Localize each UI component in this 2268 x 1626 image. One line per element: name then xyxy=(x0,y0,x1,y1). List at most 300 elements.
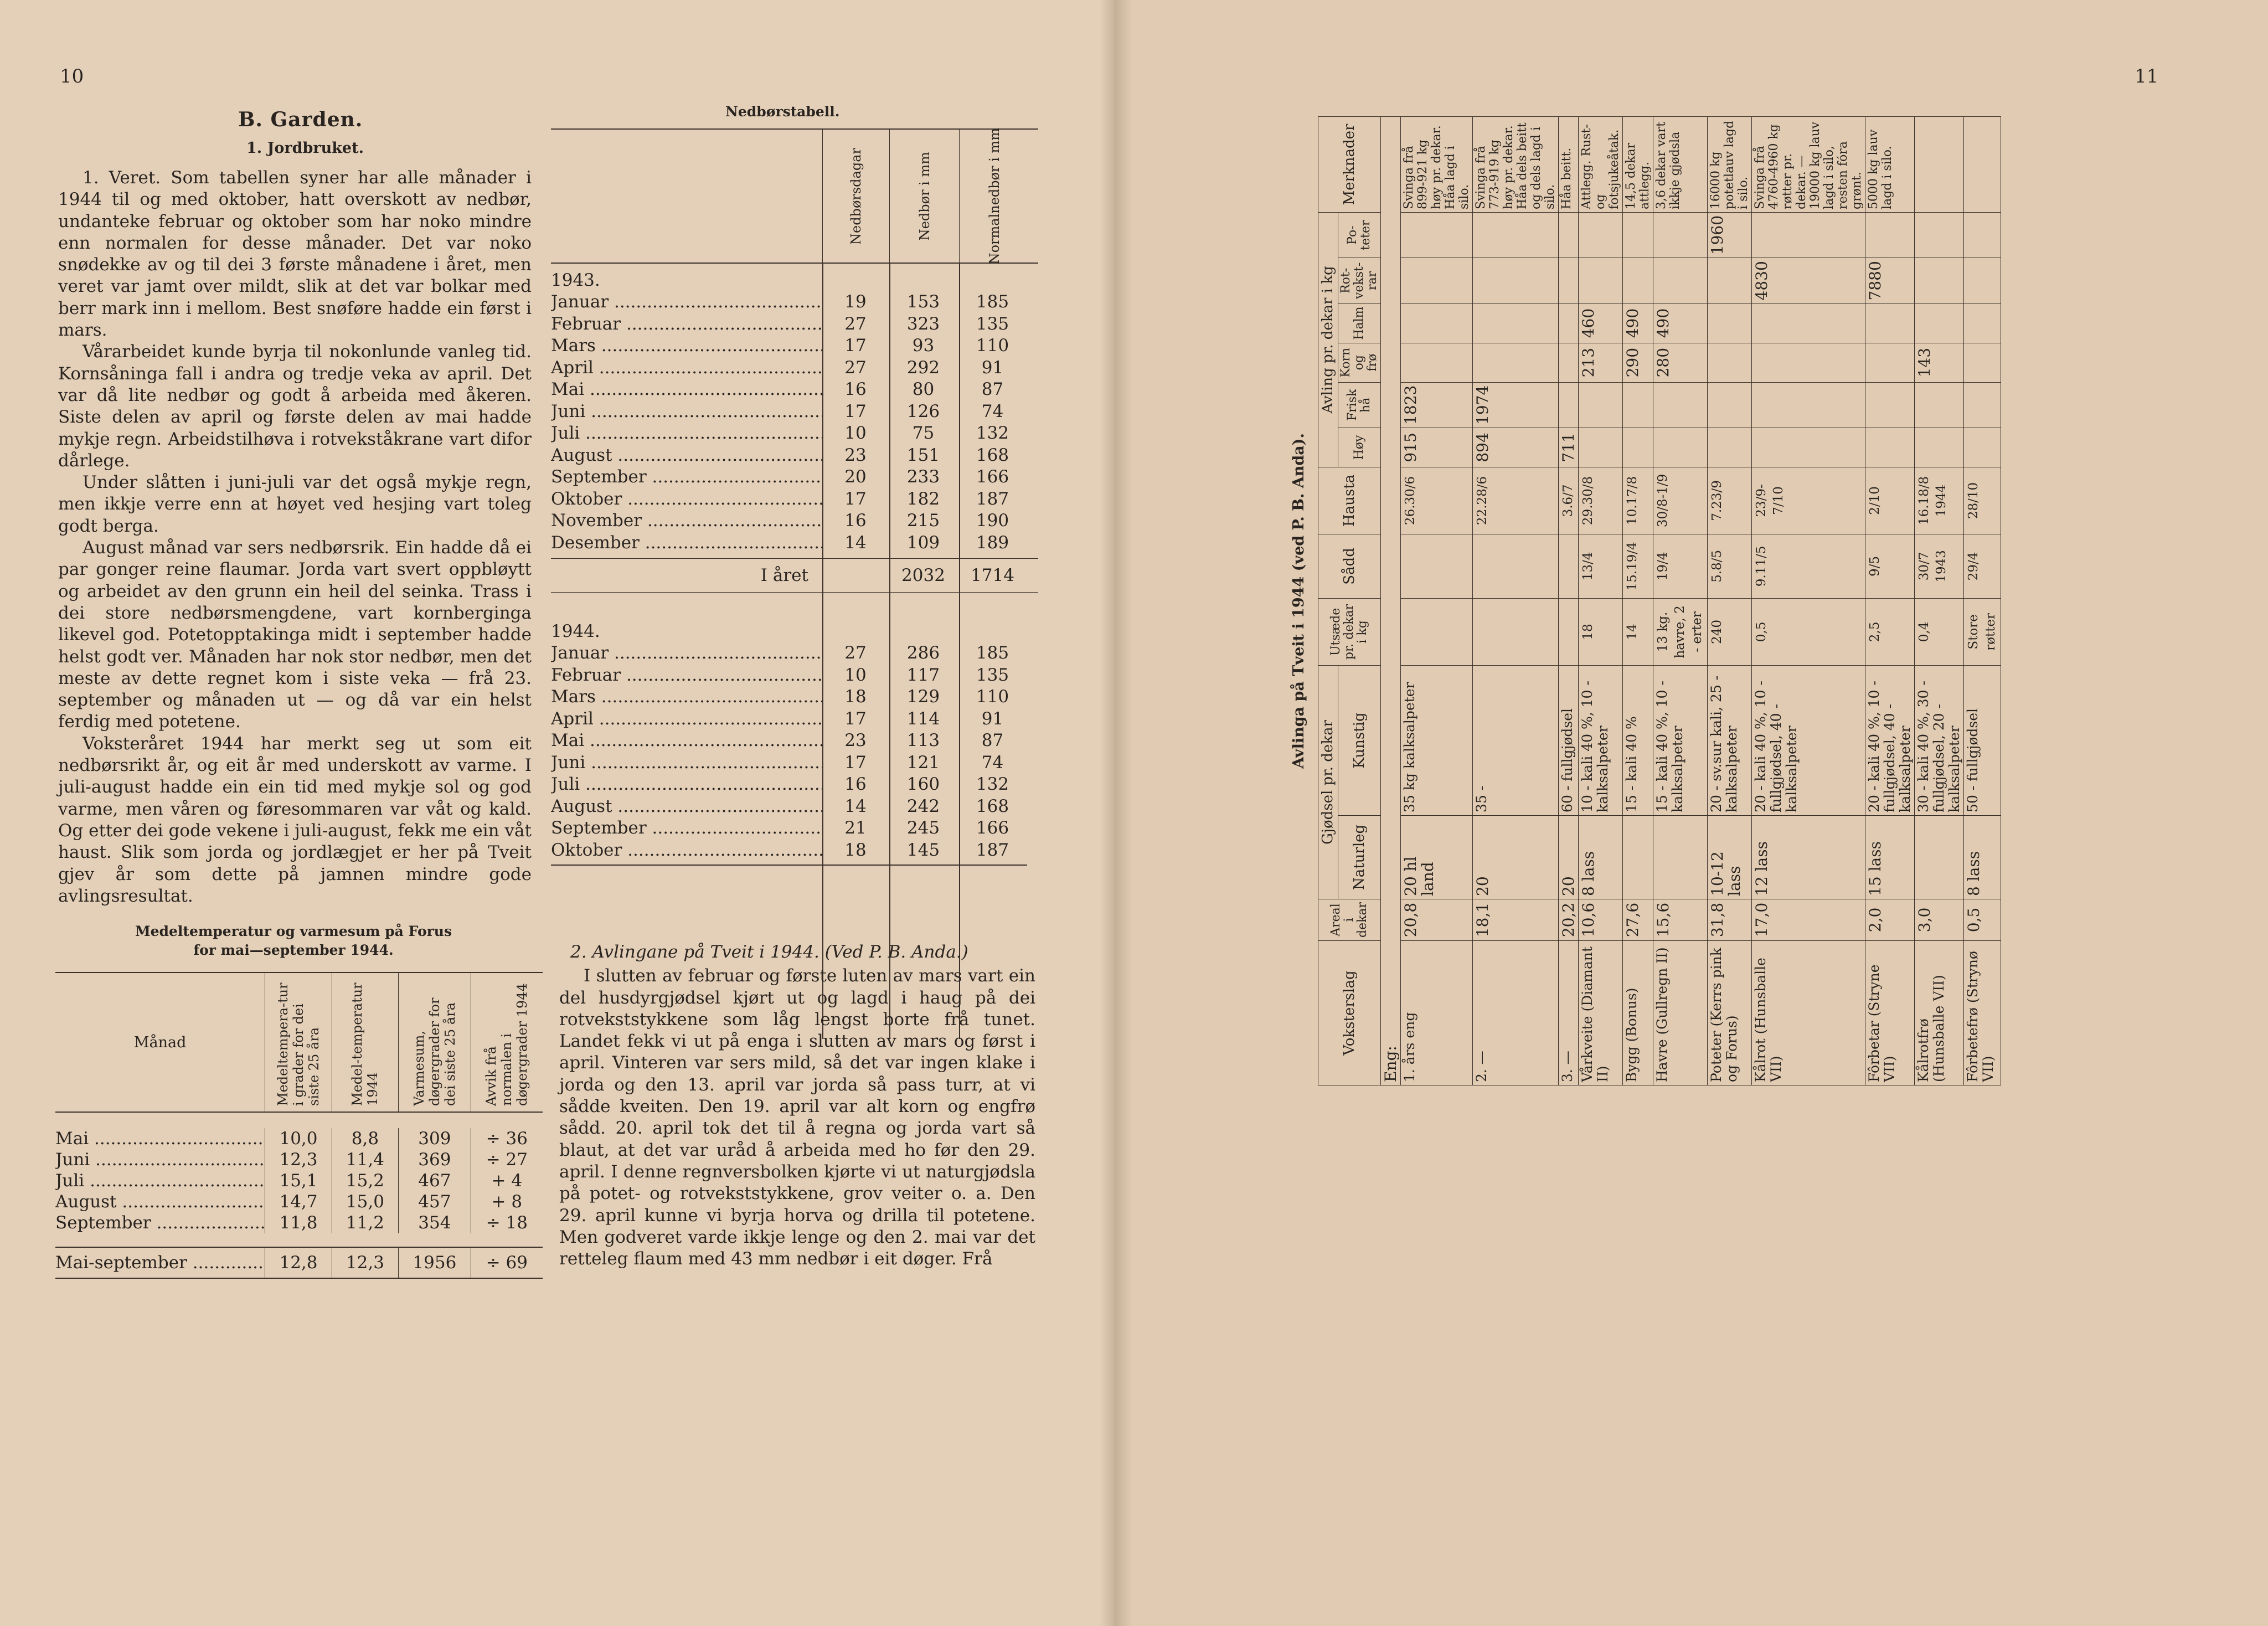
header-text: Nedbør i mm xyxy=(916,151,932,241)
rain-row xyxy=(551,730,1038,752)
table-cell: + 4 xyxy=(491,1171,523,1191)
rain-row xyxy=(551,423,1038,445)
yield-cell-sadd: 13/4 xyxy=(1579,534,1623,598)
yield-row xyxy=(1752,117,1865,1085)
group-label: Eng: xyxy=(1381,117,1401,1085)
yield-cell-frisk xyxy=(1964,382,2001,428)
page-number-right: 11 xyxy=(2135,65,2159,88)
total-label: I året xyxy=(760,565,808,585)
rain-row xyxy=(551,665,1038,687)
table-cell: Juni ..... xyxy=(551,752,822,774)
table-cell: 166 xyxy=(976,467,1009,487)
temp-table-header xyxy=(55,972,543,1113)
yield-cell-utsaede: 0,5 xyxy=(1752,598,1865,665)
yield-cell-kunst: 10 - kali 40 %, 10 - kalksalpeter xyxy=(1579,665,1623,815)
table-cell: 16 xyxy=(844,774,867,794)
yield-cell-name: Poteter (Kerrs pink og Forus) xyxy=(1708,941,1752,1085)
yield-table xyxy=(1318,116,2001,1085)
yield-cell-merk: Håa beitt. xyxy=(1559,117,1579,213)
table-cell: + 8 xyxy=(491,1192,523,1212)
yield-cell-pot xyxy=(1915,212,1964,258)
col-head: Hausta xyxy=(1318,467,1381,534)
table-cell: 15,0 xyxy=(332,1191,399,1212)
yield-cell-kunst: 35 - xyxy=(1473,665,1559,815)
yield-cell-areal: 0,5 xyxy=(1964,899,2001,940)
section2 xyxy=(559,941,1035,1270)
yield-cell-nat: 20 xyxy=(1473,815,1559,899)
yield-cell-sadd: 15.19/4 xyxy=(1623,534,1653,598)
table-cell: 168 xyxy=(976,796,1009,816)
table-cell: 15,1 xyxy=(265,1170,332,1191)
col-head: Høy xyxy=(1338,428,1381,467)
yield-cell-areal: 31,8 xyxy=(1708,899,1752,940)
table-cell: 113 xyxy=(906,730,940,750)
yield-cell-korn xyxy=(1964,343,2001,382)
yield-cell-korn xyxy=(1865,343,1915,382)
yield-cell-halm xyxy=(1401,303,1473,343)
table-cell: Juli ..... xyxy=(551,774,822,796)
yield-cell-nat: 8 lass xyxy=(1964,815,2001,899)
column-rule xyxy=(959,264,960,1039)
yield-cell-korn xyxy=(1708,343,1752,382)
temp-table-body xyxy=(55,1113,543,1247)
table-cell: August ..... xyxy=(55,1191,265,1212)
temp-total-row xyxy=(55,1247,543,1279)
yield-cell-nat: 15 lass xyxy=(1865,815,1915,899)
yield-cell-sadd: 19/4 xyxy=(1653,534,1708,598)
yield-cell-rot xyxy=(1623,258,1653,303)
yield-cell-frisk: 1974 xyxy=(1473,382,1559,428)
table-cell: 187 xyxy=(976,488,1009,509)
header-text: Medel-temperatur 1944 xyxy=(349,982,381,1106)
table-cell: 190 xyxy=(976,511,1009,531)
yield-cell-korn xyxy=(1559,343,1579,382)
yield-cell-pot xyxy=(1752,212,1865,258)
table-cell: 16 xyxy=(844,379,867,399)
yield-cell-areal: 10,6 xyxy=(1579,899,1623,940)
yield-cell-pot xyxy=(1401,212,1473,258)
table-cell: Mai ..... xyxy=(551,730,822,752)
rain-row xyxy=(551,686,1038,708)
yield-cell-nat: 10-12 lass xyxy=(1708,815,1752,899)
table-cell: 87 xyxy=(981,379,1004,399)
table-cell: Juni ..... xyxy=(55,1149,265,1170)
header-cell xyxy=(332,973,399,1112)
yield-cell-kunst: 15 - kali 40 %, 10 - kalksalpeter xyxy=(1653,665,1708,815)
table-cell: 23 xyxy=(844,445,867,465)
column-rule xyxy=(822,264,823,1039)
yield-cell-rot xyxy=(1579,258,1623,303)
yield-cell-rot xyxy=(1964,258,2001,303)
table-cell: 20 xyxy=(844,467,867,487)
yield-cell-name: Bygg (Bonus) xyxy=(1623,941,1653,1085)
col-head: Korn og frø xyxy=(1338,343,1381,382)
yield-cell-name: Kålrotfrø (Hunsballe VII) xyxy=(1915,941,1964,1085)
table-cell: Mai ..... xyxy=(55,1128,265,1149)
yield-cell-hoy: 711 xyxy=(1559,428,1579,467)
rain-row xyxy=(551,708,1038,730)
table-cell: 16 xyxy=(844,511,867,531)
header-cell xyxy=(960,127,1029,265)
yield-cell-korn xyxy=(1401,343,1473,382)
yield-cell-frisk xyxy=(1865,382,1915,428)
yield-cell-hoy: 894 xyxy=(1473,428,1559,467)
rotated-yield-table xyxy=(1290,116,2220,1085)
yield-cell-name: 2. — xyxy=(1473,941,1559,1085)
year-heading: 1943. xyxy=(551,270,600,290)
yield-cell-utsaede: Store røtter xyxy=(1964,598,2001,665)
table-cell: 14,7 xyxy=(265,1191,332,1212)
table-cell: August ..... xyxy=(551,796,822,818)
table-cell: 114 xyxy=(906,708,940,729)
yield-row xyxy=(1579,117,1623,1085)
yield-cell-rot xyxy=(1708,258,1752,303)
table-cell: 121 xyxy=(906,752,940,773)
table-cell: 87 xyxy=(981,730,1004,750)
table-cell: 75 xyxy=(912,423,935,443)
section-title: B. Garden. xyxy=(238,108,363,131)
table-cell: September ..... xyxy=(551,817,822,840)
yield-cell-sadd: 30/7 1943 xyxy=(1915,534,1964,598)
temp-row xyxy=(55,1191,543,1212)
header-cell xyxy=(890,130,960,263)
table-cell: Mars ..... xyxy=(551,335,822,357)
table-cell: 160 xyxy=(906,774,940,794)
col-head: Naturleg xyxy=(1338,815,1381,899)
table-cell: 292 xyxy=(906,357,940,378)
temp-row xyxy=(55,1149,543,1170)
table-cell: 18 xyxy=(844,840,867,860)
col-head: Gjødsel pr. dekar xyxy=(1318,665,1338,899)
col-head: Halm xyxy=(1338,303,1381,343)
table-cell: 74 xyxy=(981,752,1004,773)
yield-row xyxy=(1865,117,1915,1085)
table-cell: 14 xyxy=(844,532,867,553)
table-cell: 11,8 xyxy=(265,1212,332,1233)
table-cell: 166 xyxy=(976,818,1009,838)
table-cell: 17 xyxy=(844,752,867,773)
yield-cell-kunst: 20 - kali 40 %, 10 - fullgjødsel, 40 - kalksalpeter xyxy=(1865,665,1915,815)
caption-line: Medeltemperatur og varmesum på Forus xyxy=(135,923,452,939)
paragraph: August månad var sers nedbørsrik. Ein hadde då ei par gonger reine flaumar. Jorda vart svert oppbløytt og arbeidet av den grunn ein heil del seinka. Trass i dei store nedbørsmengdene, vart kornberginga likevel god. Potetopptakinga midt i september hadde helst godt ver. Månaden har nok stor nedbør, men det meste av dette regnet kom i siste veka — frå 23. september og månaden ut — og då var ein helst ferdig med potetene. xyxy=(58,538,532,732)
yield-cell-hausta: 29.30/8 xyxy=(1579,467,1623,534)
yield-cell-sadd xyxy=(1559,534,1579,598)
col-head: Voksterslag xyxy=(1318,941,1381,1085)
rain-row xyxy=(551,335,1038,357)
yield-cell-name: Vårkveite (Diamant II) xyxy=(1579,941,1623,1085)
table-cell: 93 xyxy=(912,336,935,356)
yield-cell-sadd: 9/5 xyxy=(1865,534,1915,598)
table-cell: 19 xyxy=(844,292,867,312)
rain-row xyxy=(551,817,1038,840)
rain-row xyxy=(551,379,1038,401)
yield-cell-hausta: 28/10 xyxy=(1964,467,2001,534)
yield-cell-merk: Svinga frå 899-921 kg høy pr. dekar. Håa lagd i silo. xyxy=(1401,117,1473,213)
rain-row xyxy=(551,532,1038,554)
yield-cell-sadd: 29/4 xyxy=(1964,534,2001,598)
yield-cell-hoy xyxy=(1915,428,1964,467)
rain-row xyxy=(551,445,1038,467)
table-cell: September ..... xyxy=(55,1212,265,1233)
yield-cell-areal: 20,8 xyxy=(1401,899,1473,940)
table-cell: Mai ..... xyxy=(551,379,822,401)
yield-cell-rot xyxy=(1401,258,1473,303)
yield-cell-hoy xyxy=(1653,428,1708,467)
rain-row xyxy=(551,774,1038,796)
table-cell: 168 xyxy=(976,445,1009,465)
yield-cell-hausta: 30/8-1/9 xyxy=(1653,467,1708,534)
table-cell: Januar ..... xyxy=(551,642,822,665)
yield-cell-halm xyxy=(1708,303,1752,343)
yield-cell-pot xyxy=(1623,212,1653,258)
table-cell: 323 xyxy=(906,313,940,334)
rain-rows-1943 xyxy=(551,291,1038,554)
table-cell: 17 xyxy=(844,401,867,421)
page-number-left: 10 xyxy=(60,65,84,88)
yield-cell-hausta: 26.30/6 xyxy=(1401,467,1473,534)
yield-cell-hausta: 23/9-7/10 xyxy=(1752,467,1865,534)
yield-cell-sadd xyxy=(1473,534,1559,598)
temp-table xyxy=(55,972,543,1279)
yield-row xyxy=(1401,117,1473,1085)
header-cell xyxy=(265,973,332,1112)
yield-cell-pot xyxy=(1579,212,1623,258)
yield-cell-utsaede: 18 xyxy=(1579,598,1623,665)
yield-cell-merk: Svinga frå 4760-4960 kg røtter pr. dekar. — 19000 kg lauv lagd i silo, resten fóra grønt. xyxy=(1752,117,1865,213)
book-gutter xyxy=(1099,0,1132,1626)
yield-cell-utsaede xyxy=(1401,598,1473,665)
yield-table-body xyxy=(1381,117,2001,1085)
table-cell: ÷ 27 xyxy=(486,1150,528,1170)
section2-text: I slutten av februar og første luten av mars vart ein del husdyrgjødsel kjørt ut og lagd i haug på dei rotvekststykkene som låg lengst borte frå tunet. Landet fekk vi ut på enga i slutten av mars og først i april. Vinteren var sers mild, så det var ingen klake i jorda og den 13. april var jorda så pass turr, at vi sådde kveiten. Den 19. april var alt korn og engfrø sådd. 20. april tok det til å regna og jorda vart så blaut, at det var uråd å arbeida med ho før den 29. april. I denne regnversbolken kjørte vi ut naturgjødsla på potet- og rotvekststykkene, grov veiter o. a. Den 29. april kunne vi byrja horva og drilla til potetene. Men godveret varde ikkje lenge og den 2. mai var det retteleg flaum med 43 mm nedbør i eit døger. Frå xyxy=(559,966,1035,1269)
yield-cell-frisk xyxy=(1752,382,1865,428)
header-text: Medeltempera-tur i grader for dei siste 25 åra xyxy=(275,982,322,1106)
table-cell: 10 xyxy=(844,423,867,443)
table-cell: 109 xyxy=(906,532,940,553)
yield-row xyxy=(1964,117,2001,1085)
yield-cell-korn: 213 xyxy=(1579,343,1623,382)
yield-cell-hausta: 2/10 xyxy=(1865,467,1915,534)
table-cell: 187 xyxy=(976,840,1009,860)
yield-cell-pot xyxy=(1653,212,1708,258)
table-cell: 15,2 xyxy=(332,1170,399,1191)
table-cell: 17 xyxy=(844,488,867,509)
yield-row xyxy=(1653,117,1708,1085)
temp-row xyxy=(55,1170,543,1191)
yield-cell-name: Fôrbetefrø (Strynø VII) xyxy=(1964,941,2001,1085)
yield-cell-nat: 8 lass xyxy=(1579,815,1623,899)
table-cell: Februar ..... xyxy=(551,313,822,336)
table-cell: Desember ..... xyxy=(551,532,822,554)
rain-row xyxy=(551,401,1038,423)
table-cell: Oktober ..... xyxy=(551,840,822,862)
total-cell-empty xyxy=(822,559,889,592)
rain-row xyxy=(551,752,1038,774)
yield-cell-halm: 460 xyxy=(1579,303,1623,343)
yield-cell-halm xyxy=(1752,303,1865,343)
yield-cell-hoy xyxy=(1964,428,2001,467)
table-cell: 23 xyxy=(844,730,867,750)
yield-cell-sadd: 9.11/5 xyxy=(1752,534,1865,598)
yield-cell-utsaede: 240 xyxy=(1708,598,1752,665)
yield-cell-name: Havre (Gullregn II) xyxy=(1653,941,1708,1085)
yield-cell-pot: 1960 xyxy=(1708,212,1752,258)
table-cell: 10 xyxy=(844,665,867,685)
yield-cell-name: Fôrbetar (Stryne VII) xyxy=(1865,941,1915,1085)
yield-cell-hausta: 3.6/7 xyxy=(1559,467,1579,534)
table-cell: April ..... xyxy=(551,708,822,730)
yield-cell-sadd xyxy=(1401,534,1473,598)
table-cell: 369 xyxy=(399,1149,471,1170)
yield-cell-utsaede xyxy=(1473,598,1559,665)
table-cell: ÷ 36 xyxy=(486,1129,528,1149)
yield-cell-utsaede: 14 xyxy=(1623,598,1653,665)
table-cell: 129 xyxy=(906,687,940,707)
col-head: Areal i dekar xyxy=(1318,899,1381,940)
table-cell: 151 xyxy=(906,445,940,465)
table-cell: Oktober ..... xyxy=(551,488,822,511)
total-cell: 1956 xyxy=(399,1248,471,1278)
yield-cell-korn: 143 xyxy=(1915,343,1964,382)
table-cell: 185 xyxy=(976,292,1009,312)
rain-row xyxy=(551,488,1038,511)
yield-cell-frisk: 1823 xyxy=(1401,382,1473,428)
col-head: Utsæde pr. dekar i kg xyxy=(1318,598,1381,665)
yield-cell-frisk xyxy=(1579,382,1623,428)
table-cell: 21 xyxy=(844,818,867,838)
table-cell: 354 xyxy=(399,1212,471,1233)
yield-cell-merk xyxy=(1964,117,2001,213)
yield-cell-areal: 2,0 xyxy=(1865,899,1915,940)
table-cell: 153 xyxy=(906,292,940,312)
table-cell: Mars ..... xyxy=(551,686,822,708)
rain-row xyxy=(551,642,1038,665)
rain-row xyxy=(551,291,1038,313)
table-cell: 117 xyxy=(906,665,940,685)
table-cell: 27 xyxy=(844,357,867,378)
total-label: Mai-september ..... xyxy=(55,1248,265,1278)
col-head: Merknader xyxy=(1318,117,1381,213)
table-cell: 126 xyxy=(906,401,940,421)
paragraph: Voksteråret 1944 har merkt seg ut som eit nedbørsrikt år, og eit år med underskott av varme. I juli-august hadde ein ein tid med mykje sol og god varme, men våren og føresommaren var våt og kald. Og etter dei gode vekene i juli-august, fekk me ein våt haust. Slik som jorda og jordlægjet er her på Tveit gjev år som dette på jamnen mindre gode avlingsresultat. xyxy=(58,733,532,906)
yield-cell-merk: Attlegg. Rust- og fotsjukeåtak. xyxy=(1579,117,1623,213)
temp-row xyxy=(55,1128,543,1149)
rain-row xyxy=(551,510,1038,532)
header-cell xyxy=(471,973,543,1112)
total-cell: 2032 xyxy=(901,565,945,585)
table-cell: 145 xyxy=(906,840,940,860)
temp-table-caption xyxy=(111,922,476,960)
header-text: Normalnedbør i mm xyxy=(986,127,1002,265)
yield-cell-nat: 20 hl land xyxy=(1401,815,1473,899)
yield-cell-pot xyxy=(1964,212,2001,258)
table-cell: Januar ..... xyxy=(551,291,822,313)
rain-row xyxy=(551,357,1038,379)
column-rule xyxy=(889,264,890,1039)
yield-cell-areal: 18,1 xyxy=(1473,899,1559,940)
yield-cell-rot xyxy=(1473,258,1559,303)
yield-cell-rot xyxy=(1653,258,1708,303)
yield-cell-korn: 290 xyxy=(1623,343,1653,382)
yield-cell-name: 1. års eng xyxy=(1401,941,1473,1085)
yield-cell-name: Kålrot (Hunsballe VII) xyxy=(1752,941,1865,1085)
section2-title: 2. Avlingane på Tveit i 1944. (Ved P. B. Anda.) xyxy=(570,942,968,962)
table-cell: 27 xyxy=(844,313,867,334)
header-cell xyxy=(823,130,890,263)
table-cell: 11,2 xyxy=(332,1212,399,1233)
yield-cell-rot xyxy=(1915,258,1964,303)
yield-cell-kunst: 20 - sv.sur kali, 25 - kalksalpeter xyxy=(1708,665,1752,815)
yield-cell-name: 3. — xyxy=(1559,941,1579,1085)
table-cell: 14 xyxy=(844,796,867,816)
yield-cell-halm: 490 xyxy=(1653,303,1708,343)
rain-row xyxy=(551,313,1038,336)
yield-cell-frisk xyxy=(1559,382,1579,428)
table-cell: 242 xyxy=(906,796,940,816)
yield-cell-kunst: 20 - kali 40 %, 10 - fullgjødsel, 40 - kalksalpeter xyxy=(1752,665,1865,815)
total-cell: ÷ 69 xyxy=(486,1253,528,1273)
header-text: Varmesum, døgergrader for dei siste 25 åra xyxy=(411,997,458,1106)
yield-cell-rot: 4830 xyxy=(1752,258,1865,303)
yield-cell-rot: 7880 xyxy=(1865,258,1915,303)
table-cell: 8,8 xyxy=(332,1128,399,1149)
yield-cell-kunst: 35 kg kalksalpeter xyxy=(1401,665,1473,815)
table-cell: Februar ..... xyxy=(551,665,822,687)
table-cell: 309 xyxy=(399,1128,471,1149)
yield-cell-areal: 27,6 xyxy=(1623,899,1653,940)
yield-cell-kunst: 60 - fullgjødsel xyxy=(1559,665,1579,815)
yield-row xyxy=(1915,117,1964,1085)
yield-cell-halm: 490 xyxy=(1623,303,1653,343)
table-cell: Juli ..... xyxy=(55,1170,265,1191)
yield-cell-frisk xyxy=(1708,382,1752,428)
yield-cell-kunst: 50 - fullgjødsel xyxy=(1964,665,2001,815)
yield-cell-hausta: 16.18/8 1944 xyxy=(1915,467,1964,534)
table-cell: April ..... xyxy=(551,357,822,379)
table-cell: 233 xyxy=(906,467,940,487)
yield-cell-halm xyxy=(1915,303,1964,343)
table-cell: November ..... xyxy=(551,510,822,532)
paragraph: Under slåtten i juni-juli var det også mykje regn, men ikkje verre enn at høyet ved hesjing vart toleg godt berga. xyxy=(58,472,532,536)
rain-total-row xyxy=(551,558,1038,593)
yield-cell-merk xyxy=(1915,117,1964,213)
yield-cell-utsaede: 0,4 xyxy=(1915,598,1964,665)
col-head: Sådd xyxy=(1318,534,1381,598)
table-cell: 91 xyxy=(981,708,1004,729)
yield-cell-halm xyxy=(1865,303,1915,343)
table-cell: 80 xyxy=(912,379,935,399)
total-cell: 1714 xyxy=(971,565,1014,585)
col-head: Frisk hå xyxy=(1338,382,1381,428)
table-cell: September ..... xyxy=(551,466,822,488)
yield-row xyxy=(1708,117,1752,1085)
paragraph: Vårarbeidet kunde byrja til nokonlunde vanleg tid. Kornsåninga fall i andra og tredje veka av april. Det var då lite nedbør og godt å arbeida med åkeren. Siste delen av april og første delen av mai hadde mykje regn. Arbeidstilhøva i rotvekståkrane vart difor dårlege. xyxy=(58,342,532,471)
table-cell: 189 xyxy=(976,532,1009,553)
yield-cell-hoy: 915 xyxy=(1401,428,1473,467)
rain-row xyxy=(551,840,1038,862)
yield-cell-merk: 16000 kg potetlauv lagd i silo. xyxy=(1708,117,1752,213)
table-cell: 18 xyxy=(844,687,867,707)
yield-cell-merk: Svinga frå 773-919 kg høy pr. dekar. Håa dels beitt og dels lagd i silo. xyxy=(1473,117,1559,213)
rain-rows-1944 xyxy=(551,642,1038,861)
yield-cell-korn xyxy=(1752,343,1865,382)
table-cell: 132 xyxy=(976,774,1009,794)
table-cell: 27 xyxy=(844,643,867,663)
col-head: Po-teter xyxy=(1338,212,1381,258)
col-head: Kunstig xyxy=(1338,665,1381,815)
yield-row xyxy=(1623,117,1653,1085)
yield-cell-hausta: 22.28/6 xyxy=(1473,467,1559,534)
